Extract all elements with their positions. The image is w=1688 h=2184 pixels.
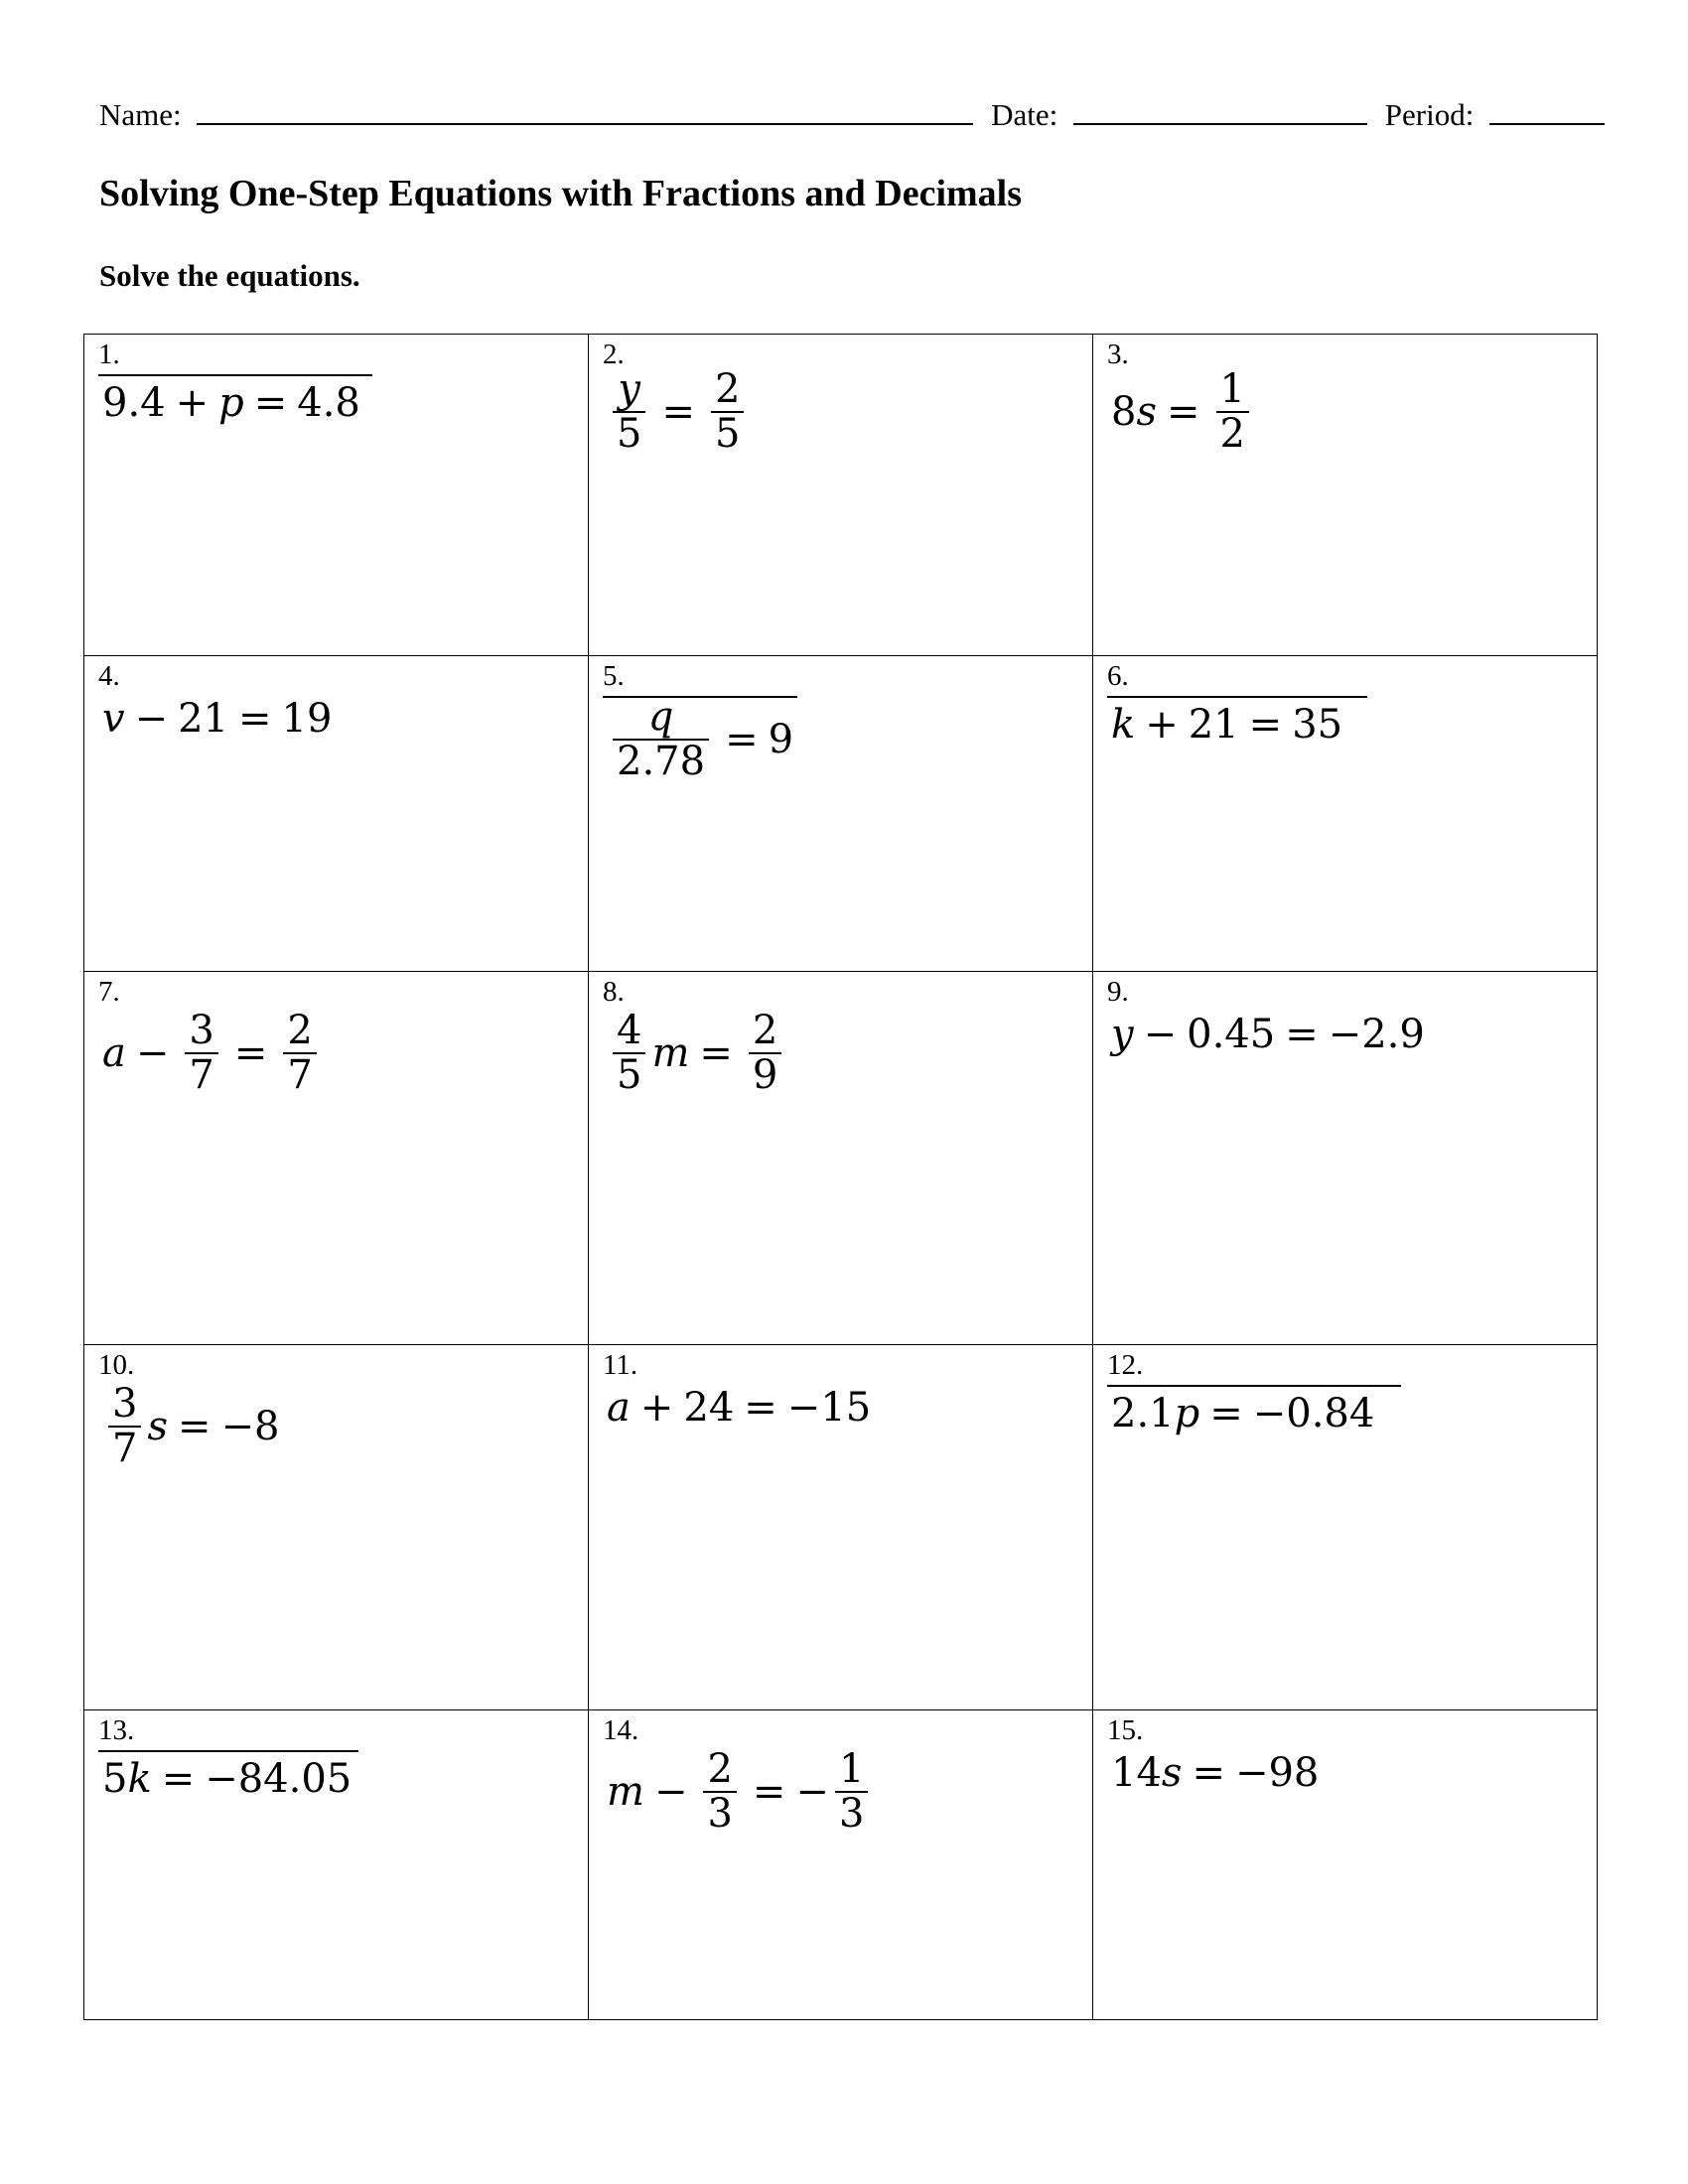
problem-cell-8[interactable] [589,972,1093,1345]
problem-number: 15. [1107,1714,1144,1746]
equation: 14 s = −98 [1111,1750,1320,1796]
rule-line [1107,1385,1401,1387]
equation: v − 21 = 19 [102,696,333,742]
equation: k + 21 = 35 [1111,702,1343,748]
problem-number: 2. [603,339,625,370]
date-label: Date: [991,97,1058,132]
equation: $\frac{y}{5}$ = $\frac{2}{5}$ [607,368,750,456]
problem-cell-9[interactable] [1093,972,1598,1345]
problem-number: 8. [603,976,625,1008]
equation: a − $\frac{3}{7}$ = $\frac{2}{7}$ [102,1010,323,1097]
problem-number: 3. [1107,339,1129,370]
name-label: Name: [99,97,182,132]
rule-line [98,1750,358,1752]
problem-cell-14[interactable] [589,1710,1093,2020]
problem-cell-10[interactable] [84,1345,589,1710]
problem-number: 5. [603,660,625,692]
problem-number: 12. [1107,1349,1144,1381]
equation: m − $\frac{2}{3}$ = − $\frac{1}{3}$ [607,1748,874,1836]
student-info-line [99,97,1589,133]
problem-number: 14. [603,1714,639,1746]
equation: 9.4 + p = 4.8 [102,380,360,426]
problem-cell-5[interactable] [589,656,1093,972]
problem-number: 13. [98,1714,135,1746]
rule-line [98,374,372,376]
equation: y − 0.45 = −2.9 [1111,1012,1425,1057]
equation: $\frac{3}{7}$ s = −8 [102,1383,279,1470]
date-field[interactable] [1073,97,1367,125]
equation: a + 24 = −15 [607,1385,872,1431]
problem-cell-4[interactable] [84,656,589,972]
problem-number: 1. [98,339,120,370]
problem-number: 4. [98,660,120,692]
problem-number: 9. [1107,976,1129,1008]
equation: 2.1 p = −0.84 [1111,1391,1375,1436]
period-label: Period: [1384,97,1475,132]
worksheet-title: Solving One-Step Equations with Fractions and Decimals [99,173,1022,214]
period-field[interactable] [1489,97,1605,125]
problem-cell-7[interactable] [84,972,589,1345]
problem-number: 6. [1107,660,1129,692]
problem-cell-1[interactable] [84,335,589,656]
problem-number: 11. [603,1349,638,1381]
equation: 5 k = −84.05 [102,1756,352,1802]
problem-cell-11[interactable] [589,1345,1093,1710]
problem-cell-2[interactable] [589,335,1093,656]
equation: $\frac{4}{5}$ m = $\frac{2}{9}$ [607,1010,787,1097]
problem-cell-6[interactable] [1093,656,1598,972]
problem-cell-12[interactable] [1093,1345,1598,1710]
problem-cell-3[interactable] [1093,335,1598,656]
problem-number: 7. [98,976,120,1008]
rule-line [1107,696,1367,698]
problem-cell-13[interactable] [84,1710,589,2020]
problem-number: 10. [98,1349,135,1381]
problem-cell-15[interactable] [1093,1710,1598,2020]
name-field[interactable] [197,97,973,125]
problem-grid [83,334,1598,2020]
equation: 8 s = $\frac{1}{2}$ [1111,368,1255,456]
equation: $\frac{q}{2.78}$ = 9 [607,696,793,783]
instructions: Solve the equations. [99,258,360,293]
